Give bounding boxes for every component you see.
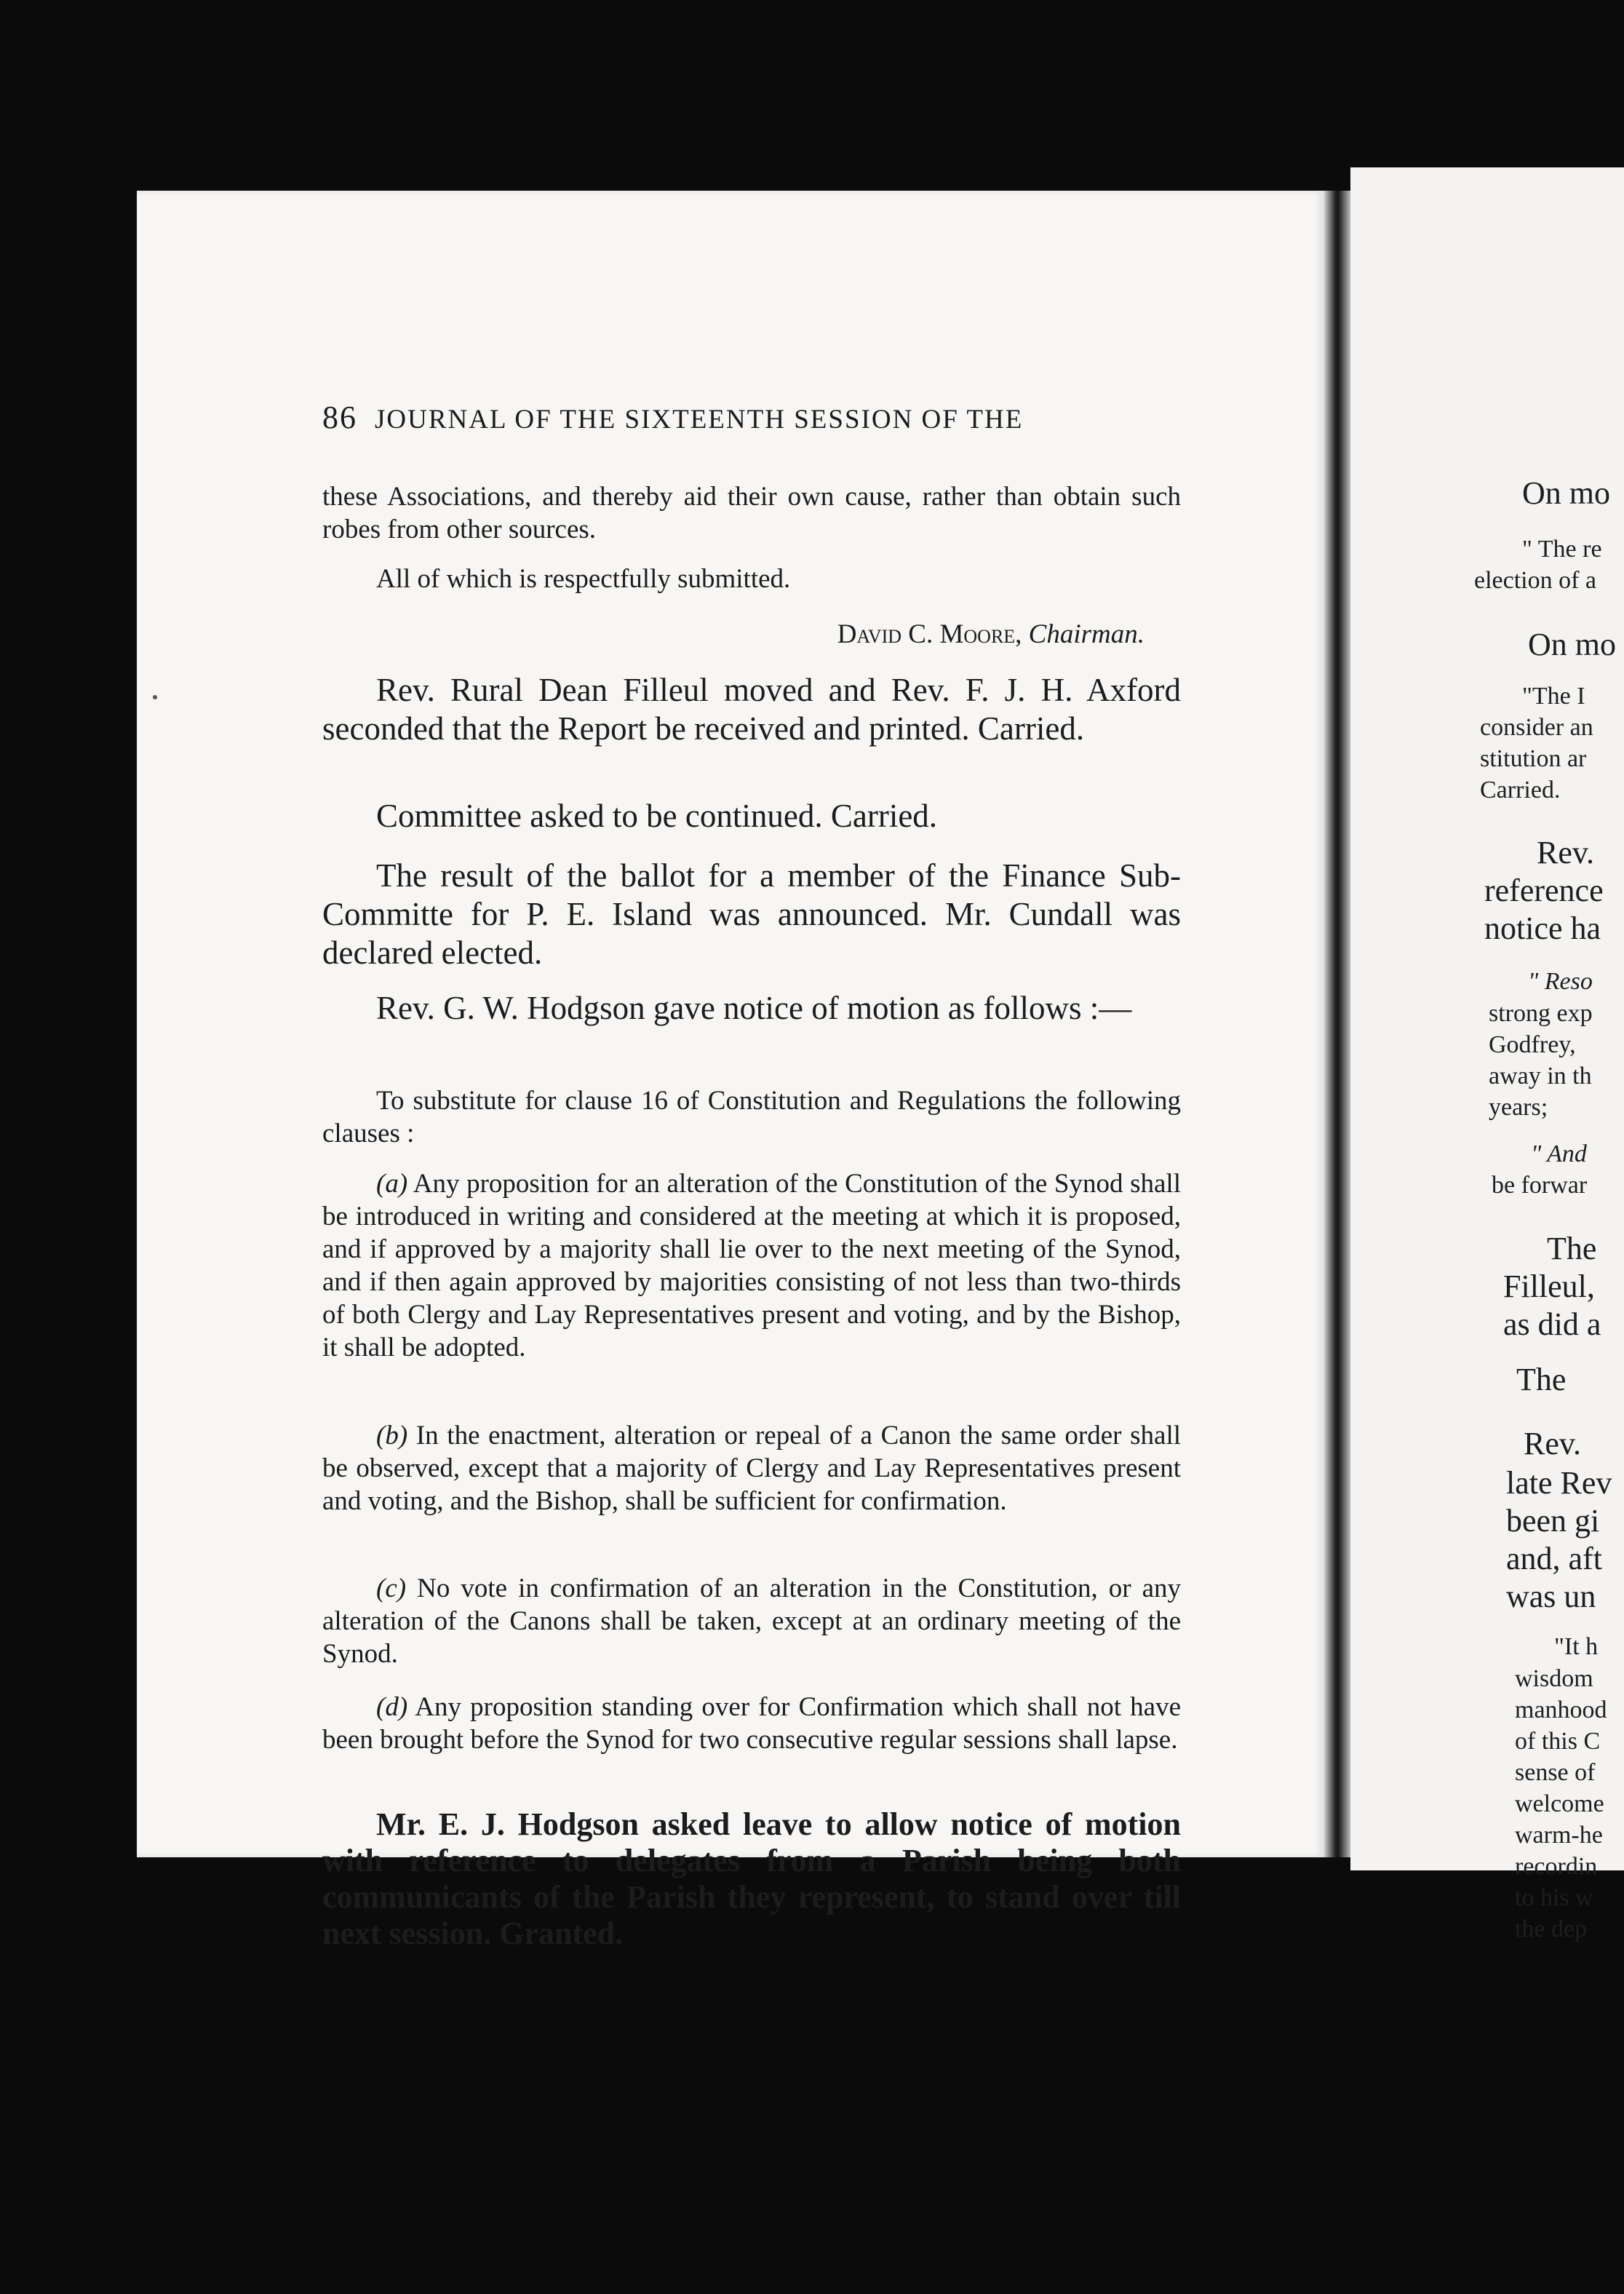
page-speck — [153, 695, 157, 699]
right-fragment: "It h — [1554, 1633, 1599, 1660]
clause-a — [322, 1167, 1181, 1364]
right-fragment: was un — [1506, 1579, 1596, 1614]
signature-title: Chairman. — [1028, 619, 1145, 649]
right-fragment: as did a — [1503, 1306, 1601, 1342]
signature — [322, 619, 1145, 650]
right-fragment: late Rev — [1506, 1465, 1612, 1501]
right-fragment: been gi — [1506, 1503, 1600, 1539]
right-fragment: notice ha — [1484, 910, 1601, 946]
right-fragment: Godfrey, — [1489, 1031, 1576, 1058]
right-fragment: years; — [1489, 1094, 1548, 1121]
right-fragment: On mo — [1528, 627, 1616, 662]
paragraph-substitute-clause: To substitute for clause 16 of Constitution and Regulations the following clauses : — [322, 1086, 1181, 1148]
right-fragment: "The I — [1522, 683, 1585, 710]
right-fragment: Rev. — [1537, 835, 1595, 870]
clause-c — [322, 1572, 1181, 1670]
right-fragment: stitution ar — [1480, 745, 1587, 772]
clause-d — [322, 1691, 1181, 1756]
right-fragment: welcome — [1515, 1790, 1604, 1817]
paragraph-ballot-result: The result of the ballot for a member of the Finance Sub-Committe for P. E. Island was announced. Mr. Cundall was declared elected. — [322, 857, 1181, 971]
clause-d-text: Any proposition standing over for Confirmation which shall not have been brought before the Synod for two consecutive regular sessions shall lapse. — [322, 1692, 1181, 1755]
paragraph-report-motion: Rev. Rural Dean Filleul moved and Rev. F. J. H. Axford seconded that the Report be received and printed. Carried. — [322, 672, 1181, 747]
right-fragment: strong exp — [1489, 1000, 1593, 1027]
clause-c-label: (c) — [376, 1573, 407, 1603]
right-fragment: The — [1516, 1362, 1567, 1397]
paragraph-committee-continued: Committee asked to be continued. Carried. — [376, 798, 938, 834]
book-gutter — [1324, 191, 1350, 1857]
page-number: 86 — [322, 400, 357, 435]
signature-name: David C. Moore, — [837, 619, 1022, 649]
right-fragment: The — [1547, 1231, 1597, 1266]
right-fragment: manhood — [1515, 1696, 1607, 1723]
right-fragment: of this C — [1515, 1728, 1601, 1755]
running-head — [322, 399, 1181, 436]
paragraph-associations: these Associations, and thereby aid their own cause, rather than obtain such robes from other sources. — [322, 482, 1181, 544]
right-fragment: and, aft — [1506, 1541, 1602, 1576]
clause-a-label: (a) — [376, 1169, 408, 1199]
clause-b — [322, 1419, 1181, 1517]
running-head-title: JOURNAL OF THE SIXTEENTH SESSION OF THE — [375, 405, 1024, 434]
clause-b-text: In the enactment, alteration or repeal of a Canon the same order shall be observed, except that a majority of Clergy and Lay Representatives present and voting, and the Bishop, shall be sufficient for confirmation. — [322, 1421, 1182, 1516]
right-fragment: election of a — [1474, 567, 1597, 594]
right-fragment: to his w — [1515, 1884, 1593, 1911]
paragraph-notice-of-motion: Rev. G. W. Hodgson gave notice of motion as follows :— — [376, 990, 1132, 1026]
right-fragment: Filleul, — [1503, 1269, 1595, 1304]
right-fragment: " And — [1531, 1140, 1587, 1167]
right-fragment: be forwar — [1492, 1172, 1588, 1199]
clause-b-label: (b) — [376, 1421, 408, 1450]
clause-d-label: (d) — [376, 1692, 408, 1722]
clause-c-text: No vote in confirmation of an alteration in the Constitution, or any alteration of the Canons shall be taken, except at an ordinary meeting of the Synod. — [322, 1573, 1182, 1669]
right-fragment: consider an — [1480, 714, 1593, 741]
clause-a-text: Any proposition for an alteration of the Constitution of the Synod shall be introduced in writing and considered at the meeting at which it is proposed, and if approved by a majority shall lie over to the next meeting of the Synod, and if then again approved by majorities consisting of not less than two-thirds of both Clergy and Lay Representatives present and voting, and by the Bishop, it shall be adopted. — [322, 1169, 1181, 1362]
paragraph-submitted: All of which is respectfully submitted. — [376, 564, 791, 594]
paragraph-hodgson-leave: Mr. E. J. Hodgson asked leave to allow notice of motion with reference to delegates from a Parish being both communicants of the Parish they represent, to stand over till next session. Granted. — [322, 1806, 1181, 1951]
right-fragment: sense of — [1515, 1759, 1596, 1786]
right-fragment: warm-he — [1515, 1822, 1603, 1849]
right-fragment: the dep — [1515, 1916, 1588, 1942]
right-fragment: recordin — [1515, 1853, 1598, 1880]
right-fragment: reference — [1484, 873, 1604, 908]
right-fragment: Carried. — [1480, 777, 1561, 803]
right-fragment: On mo — [1522, 475, 1610, 511]
right-fragment: " The re — [1522, 536, 1602, 563]
right-fragment: wisdom — [1515, 1665, 1593, 1692]
right-fragment: away in th — [1489, 1063, 1592, 1090]
right-fragment: " Reso — [1528, 968, 1593, 995]
right-fragment: Rev. — [1524, 1426, 1582, 1461]
